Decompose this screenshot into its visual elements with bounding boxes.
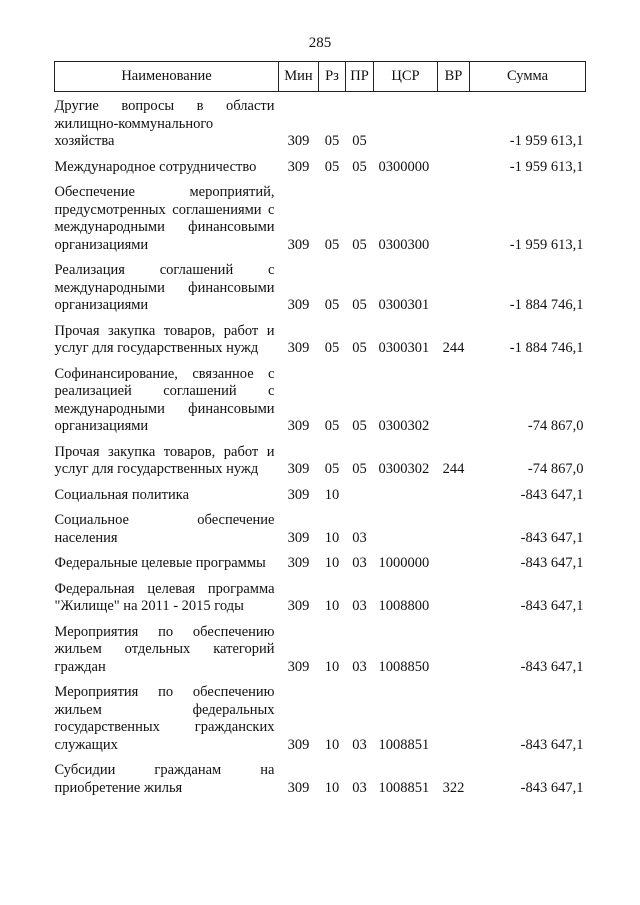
row-sum: -843 647,1: [520, 598, 584, 614]
row-pr: [346, 479, 374, 505]
row-vr: [438, 573, 470, 616]
row-csr: [374, 504, 438, 547]
row-name: Мероприятия по обеспечению жильем отдельных категорий граждан: [54, 623, 275, 675]
row-vr: [438, 504, 470, 547]
table-row: [55, 151, 586, 177]
table-row: [55, 676, 586, 754]
row-vr: 244: [442, 461, 465, 477]
row-csr: 1008850: [378, 658, 430, 675]
row-min: 309: [287, 133, 310, 149]
row-name: Международное сотрудничество: [54, 158, 257, 175]
row-vr: [438, 254, 470, 315]
row-pr: 03: [352, 779, 367, 796]
row-rz: 05: [324, 297, 340, 313]
row-pr: 03: [352, 529, 367, 546]
table-row: [55, 176, 586, 254]
row-pr: 05: [352, 461, 367, 477]
row-pr: 03: [352, 598, 367, 614]
row-csr: [374, 479, 438, 505]
row-rz: 10: [324, 529, 340, 546]
row-vr: 244: [442, 340, 465, 356]
row-rz: 05: [324, 158, 340, 175]
table-row: [55, 315, 586, 358]
row-rz: 05: [324, 461, 340, 477]
row-csr: 1008851: [378, 779, 430, 796]
table-row: [55, 479, 586, 505]
table-row: [55, 436, 586, 479]
row-vr: [438, 676, 470, 754]
row-sum: -74 867,0: [527, 461, 584, 477]
row-rz: 05: [324, 236, 340, 253]
row-csr: [374, 92, 438, 151]
row-name: Социальное обеспечение населения: [54, 512, 275, 546]
header-csr: ЦСР: [374, 62, 438, 92]
row-name: Социальная политика: [54, 486, 190, 503]
row-name: Обеспечение мероприятий, предусмотренных соглашениями с международными финансовыми организациями: [54, 184, 275, 253]
row-pr: 05: [352, 340, 367, 356]
row-pr: 03: [352, 658, 367, 675]
row-name: Прочая закупка товаров, работ и услуг для государственных нужд: [54, 443, 275, 477]
row-min: 309: [287, 529, 310, 546]
row-vr: [438, 616, 470, 677]
row-vr: [438, 176, 470, 254]
row-csr: 0300302: [378, 461, 430, 477]
table-row: [55, 358, 586, 436]
row-sum: -843 647,1: [520, 555, 584, 571]
row-min: 309: [287, 486, 310, 503]
row-rz: 10: [324, 736, 340, 753]
table-row: [55, 754, 586, 797]
row-csr: 1000000: [378, 555, 430, 571]
row-min: 309: [287, 598, 310, 614]
row-min: 309: [287, 555, 310, 571]
row-name: Федеральная целевая программа "Жилище" на 2011 - 2015 годы: [54, 580, 275, 614]
header-sum: Сумма: [470, 62, 586, 92]
header-name: Наименование: [55, 62, 279, 92]
row-csr: 0300300: [378, 236, 430, 253]
budget-table: [54, 61, 586, 797]
row-csr: 1008851: [378, 736, 430, 753]
row-sum: -843 647,1: [520, 529, 584, 546]
row-pr: 03: [352, 736, 367, 753]
row-rz: 10: [324, 486, 340, 503]
row-min: 309: [287, 236, 310, 253]
row-min: 309: [287, 658, 310, 675]
row-rz: 10: [324, 598, 340, 614]
row-min: 309: [287, 461, 310, 477]
row-name: Софинансирование, связанное с реализацией соглашений с международными финансовыми организациями: [54, 365, 275, 434]
row-vr: [438, 358, 470, 436]
row-min: 309: [287, 158, 310, 175]
row-sum: -843 647,1: [520, 736, 584, 753]
row-rz: 10: [324, 658, 340, 675]
row-pr: 05: [352, 158, 367, 175]
row-name: Другие вопросы в области жилищно-коммунального хозяйства: [54, 98, 275, 149]
header-min: Мин: [279, 62, 319, 92]
page-number: 285: [308, 35, 332, 51]
table-body: [55, 92, 586, 798]
row-min: 309: [287, 736, 310, 753]
row-sum: -1 884 746,1: [509, 340, 584, 356]
row-sum: -1 884 746,1: [509, 297, 584, 313]
row-pr: 03: [352, 555, 367, 571]
row-min: 309: [287, 418, 310, 434]
row-vr: [438, 92, 470, 151]
table-row: [55, 547, 586, 573]
table-row: [55, 254, 586, 315]
row-csr: 1008800: [378, 598, 430, 614]
row-pr: 05: [352, 297, 367, 313]
row-sum: -843 647,1: [520, 486, 584, 503]
table-header: [55, 62, 586, 92]
row-vr: [438, 547, 470, 573]
row-vr: 322: [442, 779, 465, 796]
row-name: Субсидии гражданам на приобретение жилья: [54, 762, 275, 796]
row-name: Федеральные целевые программы: [54, 555, 266, 571]
row-rz: 10: [324, 779, 340, 796]
row-pr: 05: [352, 133, 367, 149]
row-csr: 0300302: [378, 418, 430, 434]
row-min: 309: [287, 340, 310, 356]
table-row: [55, 573, 586, 616]
row-csr: 0300301: [378, 340, 430, 356]
row-rz: 10: [324, 555, 340, 571]
row-vr: [438, 479, 470, 505]
header-rz: Рз: [319, 62, 346, 92]
row-name: Реализация соглашений с международными финансовыми организациями: [54, 262, 275, 313]
header-row: [55, 62, 586, 92]
row-pr: 05: [352, 418, 367, 434]
row-rz: 05: [324, 418, 340, 434]
row-min: 309: [287, 297, 310, 313]
row-csr: 0300000: [378, 158, 430, 175]
row-sum: -1 959 613,1: [509, 158, 584, 175]
row-sum: -1 959 613,1: [509, 236, 584, 253]
row-sum: -843 647,1: [520, 779, 584, 796]
header-pr: ПР: [346, 62, 374, 92]
row-rz: 05: [324, 340, 340, 356]
table-row: [55, 616, 586, 677]
row-csr: 0300301: [378, 297, 430, 313]
row-rz: 05: [324, 133, 340, 149]
header-vr: ВР: [438, 62, 470, 92]
row-min: 309: [287, 779, 310, 796]
row-sum: -74 867,0: [527, 418, 584, 434]
row-pr: 05: [352, 236, 367, 253]
row-vr: [438, 151, 470, 177]
table-row: [55, 504, 586, 547]
row-name: Прочая закупка товаров, работ и услуг для государственных нужд: [54, 322, 275, 356]
row-name: Мероприятия по обеспечению жильем федеральных государственных гражданских служащих: [54, 684, 275, 753]
row-sum: -843 647,1: [520, 658, 584, 675]
table-row: [55, 92, 586, 151]
row-sum: -1 959 613,1: [509, 133, 584, 149]
